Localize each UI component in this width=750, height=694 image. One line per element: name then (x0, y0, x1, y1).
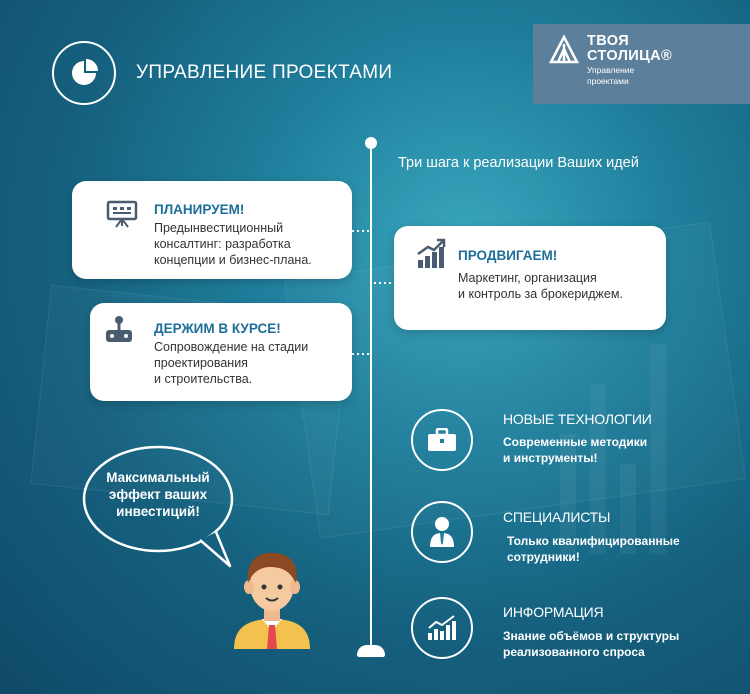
bubble-text-line: инвестиций! (116, 504, 200, 519)
feature-title: НОВЫЕ ТЕХНОЛОГИИ (503, 411, 652, 427)
brand-name-line2: СТОЛИЦА® (587, 48, 673, 64)
joystick-icon (104, 315, 134, 345)
timeline-base (357, 645, 385, 657)
step-title: ПЛАНИРУЕМ! (154, 202, 245, 217)
feature-description-line: Только квалифицированные (507, 534, 680, 548)
feature-description-line: и инструменты! (503, 451, 598, 465)
step-description-line: Предынвестиционный (154, 221, 284, 235)
step-description (458, 270, 658, 302)
feature-description (507, 533, 680, 565)
pie-chart-icon (52, 41, 116, 105)
brand-name-line1: ТВОЯ (587, 33, 630, 49)
timeline-line (370, 142, 372, 647)
feature-description (503, 434, 647, 466)
step-title: ДЕРЖИМ В КУРСЕ! (154, 321, 281, 336)
step-card-promote (394, 226, 666, 330)
step-description-line: Сопровождение на стадии (154, 340, 309, 354)
person-avatar (226, 545, 318, 649)
step-description-line: проектирования (154, 356, 248, 370)
step-description (154, 339, 346, 387)
background-bar (650, 344, 666, 554)
step-title: ПРОДВИГАЕМ! (458, 248, 558, 263)
growth-chart-icon (416, 238, 446, 270)
specialist-person-icon (411, 501, 473, 563)
page-title: УПРАВЛЕНИЕ ПРОЕКТАМИ (136, 62, 393, 83)
connector-dots (352, 353, 370, 355)
connector-dots (352, 230, 370, 232)
timeline-subtitle: Три шага к реализации Ваших идей (398, 155, 639, 171)
step-card-plan (72, 181, 352, 279)
brand-subtitle-line2: проектами (587, 76, 629, 86)
mountain-logo-icon (549, 34, 579, 64)
feature-title: ИНФОРМАЦИЯ (503, 604, 604, 620)
feature-description-line: сотрудники! (507, 550, 580, 564)
timeline-top-dot (365, 137, 377, 149)
feature-description-line: реализованного спроса (503, 645, 645, 659)
brand-block (533, 24, 750, 104)
step-description (154, 220, 344, 268)
feature-description-line: Современные методики (503, 435, 648, 449)
feature-description (503, 628, 679, 660)
feature-title: СПЕЦИАЛИСТЫ (503, 509, 611, 525)
toolbox-icon (411, 409, 473, 471)
background-bar (590, 384, 606, 554)
step-description-line: Маркетинг, организация (458, 271, 597, 285)
bubble-text (98, 469, 218, 520)
step-description-line: и контроль за брокериджем. (458, 287, 623, 301)
step-description-line: и строительства. (154, 372, 253, 386)
bubble-text-line: Максимальный (106, 470, 210, 485)
feature-description-line: Знание объёмов и структуры (503, 629, 680, 643)
step-card-inform (90, 303, 352, 401)
step-description-line: концепции и бизнес-плана. (154, 253, 312, 267)
presentation-board-icon (106, 200, 138, 228)
brand-subtitle-line1: Управление (587, 65, 635, 75)
connector-dots (374, 282, 392, 284)
step-description-line: консалтинг: разработка (154, 237, 291, 251)
bubble-text-line: эффект ваших (108, 487, 208, 502)
bar-chart-icon (411, 597, 473, 659)
